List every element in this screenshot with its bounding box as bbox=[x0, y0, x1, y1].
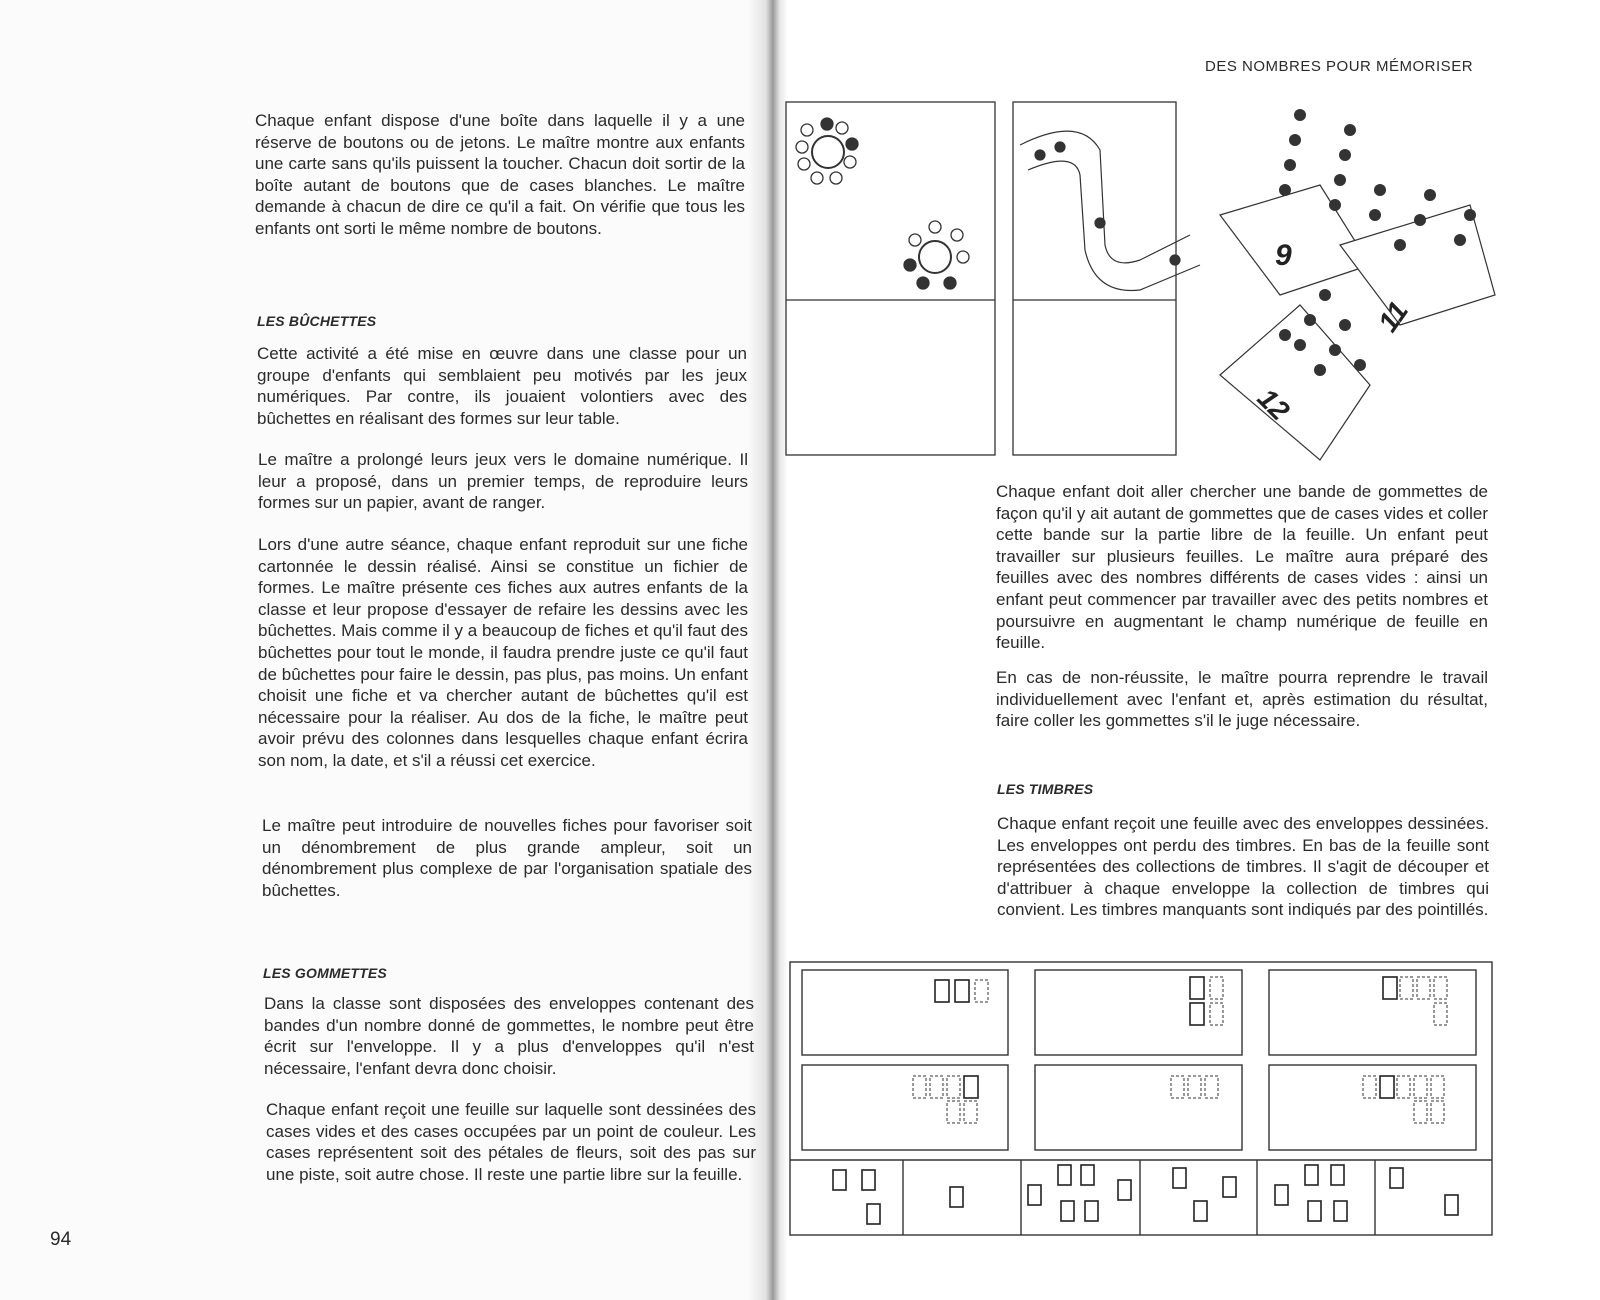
envelope-number-11: 11 bbox=[1371, 295, 1415, 338]
timbres-illustration bbox=[785, 955, 1500, 1240]
envelope-number-12: 12 bbox=[1251, 382, 1296, 427]
gommettes-paragraph-4: En cas de non-réussite, le maître pourra reprendre le travail individuellement avec l'enfant et, après estimation du résultat, faire coller les gommettes s'il le juge nécessaire. bbox=[996, 668, 1488, 731]
flower-bottom bbox=[904, 221, 969, 289]
envelope-stamps bbox=[913, 977, 1447, 1123]
envelope-number-9: 9 bbox=[1275, 239, 1292, 272]
card-flowers bbox=[786, 102, 995, 455]
intro-paragraph: Chaque enfant dispose d'une boîte dans laquelle il y a une réserve de boutons ou de jetons. Le maître montre aux enfants une carte sans qu'ils puissent la toucher. Chacun doit sortir de la boîte autant de boutons que de cases blanches. Le maître demande à chacun de dire ce qu'il a fait. On vérifie que tous les enfants ont sorti le même nombre de boutons. bbox=[255, 111, 745, 238]
buchettes-paragraph-3: Lors d'une autre séance, chaque enfant reproduit sur une fiche cartonnée le dessin réalisé. Ainsi se constitue un fichier de formes. Le maître présente ces fiches aux autres enfants de la classe et leur propose d'essayer de refaire les dessins avec les bûchettes. Mais comme il y a beaucoup de fiches et qu'il faut des bûchettes pour tout le monde, il faudra prendre juste ce qu'il faut de bûchettes pour faire le dessin, pas plus, pas moins. Un enfant choisit une fiche et va chercher autant de bûchettes qu'il est nécessaire pour la réaliser. Au dos de la fiche, le maître peut avoir prévu des colonnes dans lesquelles chaque enfant écrira son nom, la date, et s'il a réussi cet exercice. bbox=[258, 535, 748, 770]
gommettes-illustration bbox=[780, 95, 1500, 470]
gommettes-paragraph-2: Chaque enfant reçoit une feuille sur laquelle sont dessinées des cases vides et des cases occupées par un point de couleur. Les cases représentent soit des pétales de fleurs, soit des pas sur une piste, soit autre chose. Il reste une partie libre sur la feuille. bbox=[266, 1100, 756, 1184]
track bbox=[1020, 131, 1200, 290]
gommettes-paragraph-3: Chaque enfant doit aller chercher une bande de gommettes de façon qu'il y ait autant de gommettes que de cases vides et coller cette bande sur la partie libre de la feuille. Un enfant peut travailler sur plusieurs feuilles. Le maître aura préparé des feuilles avec des nombres différents de cases vides : ainsi un enfant peut commencer par travailler avec des petits nombres et poursuivre en augmentant le champ numérique de feuille en feuille. bbox=[996, 482, 1488, 653]
heading-timbres: LES TIMBRES bbox=[997, 781, 1094, 797]
heading-buchettes: LES BÛCHETTES bbox=[257, 313, 377, 329]
buchettes-paragraph-2: Le maître a prolongé leurs jeux vers le domaine numérique. Il leur a proposé, dans un premier temps, de reproduire leurs formes sur un papier, avant de ranger. bbox=[258, 450, 748, 513]
timbres-paragraph: Chaque enfant reçoit une feuille avec des enveloppes dessinées. Les enveloppes ont perdu des timbres. En bas de la feuille sont représentées des collections de timbres. Il s'agit de découper et d'attribuer à chaque enveloppe la collection de timbres qui convient. Les timbres manquants sont indiqués par des pointillés. bbox=[997, 814, 1489, 920]
running-head: DES NOMBRES POUR MÉMORISER bbox=[1205, 58, 1474, 75]
loose-stamps bbox=[833, 1165, 1458, 1224]
page-number: 94 bbox=[50, 1229, 72, 1250]
buchettes-paragraph-1: Cette activité a été mise en œuvre dans une classe pour un groupe d'enfants qui semblaient peu motivés par les jeux numériques. Par contre, ils jouaient volontiers avec des bûchettes en réalisant des formes sur leur table. bbox=[257, 344, 747, 428]
heading-gommettes: LES GOMMETTES bbox=[263, 965, 387, 981]
buchettes-paragraph-4: Le maître peut introduire de nouvelles fiches pour favoriser soit un dénombrement de plus grande ampleur, soit un dénombrement plus complexe de par l'organisation spatiale des bûchettes. bbox=[262, 816, 752, 900]
flower-top bbox=[796, 118, 858, 184]
gommettes-paragraph-1: Dans la classe sont disposées des enveloppes contenant des bandes d'un nombre donné de gommettes, le nombre peut être écrit sur l'enveloppe. Il y a plus d'enveloppes qu'il n'est nécessaire, l'enfant devra donc choisir. bbox=[264, 994, 754, 1078]
